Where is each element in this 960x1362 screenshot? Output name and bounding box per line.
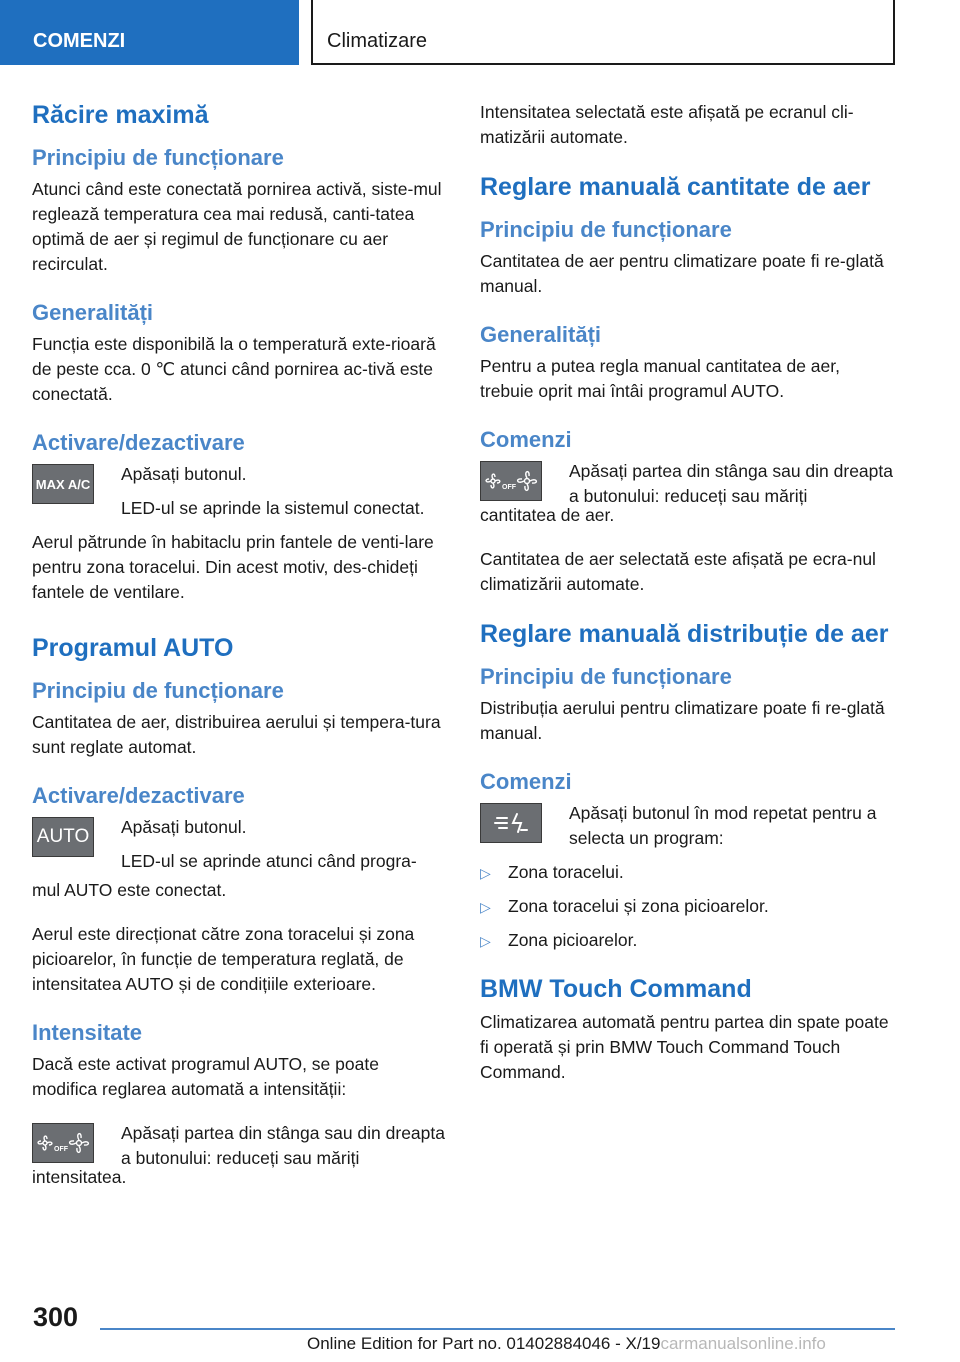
left-column <box>32 100 447 1209</box>
fan-instruction-2: Apăsați partea din stânga sau din dreapta a butonului: reduceți sau măriți <box>569 461 893 506</box>
auto-button-row <box>32 815 447 874</box>
paragraph-principiu-2: Cantitatea de aer, distribuirea aerului și tempera-tura sunt reglate automat. <box>32 712 441 757</box>
heading-bmw-touch-command: BMW Touch Command <box>480 975 752 1003</box>
footer-divider <box>100 1328 895 1330</box>
right-column <box>480 100 895 1104</box>
subheading-principiu-3: Principiu de funcționare <box>480 217 732 242</box>
distrib-instruction: Apăsați butonul în mod repetat pentru a selecta un program: <box>569 803 877 848</box>
list-item: ▷ Zona picioarelor. <box>480 928 895 954</box>
subheading-principiu-2: Principiu de funcționare <box>32 678 284 703</box>
paragraph-generalitati-1: Funcția este disponibilă la o temperatură exte-rioară de peste cca. 0 ℃ atunci când pornirea ac-tivă este conectată. <box>32 334 436 404</box>
distribution-program-list <box>480 860 895 954</box>
heading-reglare-distributie: Reglare manuală distribuție de aer <box>480 620 889 648</box>
list-item: ▷ Zona toracelui și zona picioarelor. <box>480 894 895 920</box>
header-section-label: COMENZI <box>0 0 299 65</box>
paragraph-generalitati-2: Pentru a putea regla manual cantitatea de aer, trebuie oprit mai întâi programul AUTO. <box>480 356 840 401</box>
heading-racire-maxima: Răcire maximă <box>32 101 209 129</box>
auto-led-note-continued: mul AUTO este conectat. <box>32 880 227 900</box>
paragraph-intensitate-ecran: Intensitatea selectată este afișată pe ecranul cli-matizării automate. <box>480 102 854 147</box>
air-distribution-button-icon <box>480 803 542 843</box>
list-item: ▷ Zona toracelui. <box>480 860 895 886</box>
subheading-intensitate: Intensitate <box>32 1020 143 1045</box>
triangle-bullet-icon: ▷ <box>480 865 491 881</box>
svg-text:OFF: OFF <box>54 1146 68 1153</box>
auto-button-icon: AUTO <box>32 817 94 857</box>
subheading-principiu-1: Principiu de funcționare <box>32 145 284 170</box>
page-number: 300 <box>33 1302 79 1332</box>
triangle-bullet-icon: ▷ <box>480 933 491 949</box>
paragraph-touch-command: Climatizarea automată pentru partea din spate poate fi operată și prin BMW Touch Command Touch Command. <box>480 1012 889 1082</box>
air-distribution-icon <box>491 810 531 836</box>
header-chapter-title: Climatizare <box>311 0 895 65</box>
auto-instruction: Apăsați butonul. <box>121 817 247 837</box>
footer-watermark: carmanualsonline.info <box>660 1334 826 1353</box>
heading-reglare-cantitate: Reglare manuală cantitate de aer <box>480 173 871 201</box>
paragraph-principiu-4: Distribuția aerului pentru climatizare poate fi re-glată manual. <box>480 698 885 743</box>
fan-icon <box>483 466 539 496</box>
fan-instruction-1: Apăsați partea din stânga sau din dreapta a butonului: reduceți sau măriți <box>121 1123 445 1168</box>
paragraph-intensitate: Dacă este activat programul AUTO, se poate modifica reglarea automată a intensității: <box>32 1054 379 1099</box>
maxac-instruction: Apăsați butonul. <box>121 464 247 484</box>
paragraph-aer-1: Aerul pătrunde în habitaclu prin fantele de venti-lare pentru zona toracelui. Din acest motiv, des-chideți fantele de ventilare. <box>32 532 434 602</box>
subheading-generalitati-2: Generalități <box>480 322 602 347</box>
maxac-led-note: LED-ul se aprinde la sistemul conectat. <box>121 498 425 518</box>
subheading-activare-1: Activare/dezactivare <box>32 430 245 455</box>
paragraph-principiu-3: Cantitatea de aer pentru climatizare poate fi re-glată manual. <box>480 251 884 296</box>
maxac-button-row <box>32 462 447 521</box>
paragraph-cantitate-ecran: Cantitatea de aer selectată este afișată pe ecra-nul climatizării automate. <box>480 549 876 594</box>
footer-edition-text: Online Edition for Part no. 01402884046 - X/19 <box>307 1334 661 1353</box>
subheading-generalitati-1: Generalități <box>32 300 154 325</box>
fan-instruction-2-continued: cantitatea de aer. <box>480 505 615 525</box>
paragraph-aer-2: Aerul este direcționat către zona toracelui și zona picioarelor, în funcție de temperatura reglată, de intensitatea AUTO și de condițiile exterioare. <box>32 924 415 994</box>
subheading-comenzi-2: Comenzi <box>480 769 572 794</box>
fan-button-icon-2 <box>480 461 542 501</box>
maxac-button-icon: MAX A/C <box>32 464 94 504</box>
paragraph-principiu-1: Atunci când este conectată pornirea activă, siste-mul reglează temperatura cea mai redusă, canti-tatea optimă de aer și regimul de funcționare cu aer recirculat. <box>32 179 442 274</box>
fan-icon <box>35 1128 91 1158</box>
fan-button-row-2 <box>480 459 895 509</box>
subheading-activare-2: Activare/dezactivare <box>32 783 245 808</box>
fan-button-icon-1 <box>32 1123 94 1163</box>
subheading-principiu-4: Principiu de funcționare <box>480 664 732 689</box>
heading-programul-auto: Programul AUTO <box>32 634 234 662</box>
triangle-bullet-icon: ▷ <box>480 899 491 915</box>
fan-instruction-1-continued: intensitatea. <box>32 1167 127 1187</box>
footer-edition <box>307 1334 826 1354</box>
subheading-comenzi-1: Comenzi <box>480 427 572 452</box>
distrib-button-row <box>480 801 895 851</box>
svg-text:OFF: OFF <box>502 484 516 491</box>
auto-led-note: LED-ul se aprinde atunci când progra- <box>121 851 417 871</box>
fan-button-row-1 <box>32 1121 447 1171</box>
